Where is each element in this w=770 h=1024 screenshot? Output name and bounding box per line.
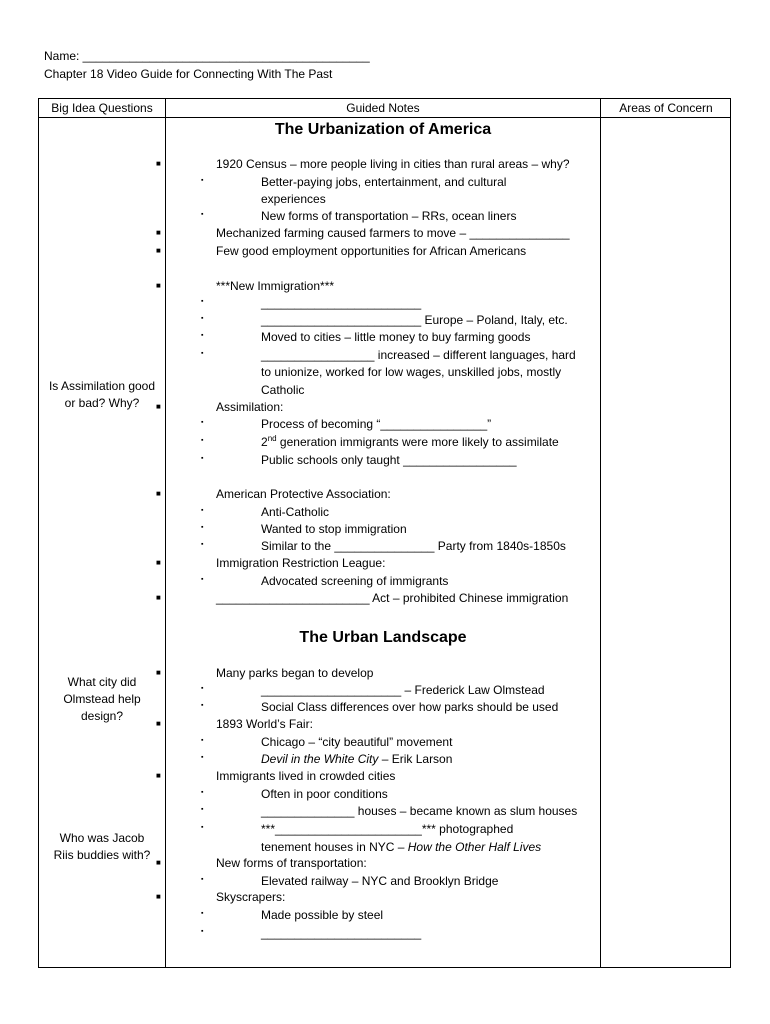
note-increased-cont: to unionize, worked for low wages, unskilled jobs, mostly — [261, 365, 562, 379]
generation-text: generation immigrants were more likely to assimilate — [276, 435, 559, 449]
column-divider — [165, 99, 166, 967]
note-moved: Moved to cities – little money to buy farming goods — [261, 330, 531, 344]
note-skyscrapers: Skyscrapers: — [216, 890, 286, 904]
section-title-urban-landscape: The Urban Landscape — [299, 629, 467, 646]
big-idea-question-jacob-riis: Who was Jacob Riis buddies with? — [53, 831, 151, 862]
sub-bullet-icon: ▪ — [201, 315, 204, 322]
note-new-transport: New forms of transportation: — [216, 856, 367, 870]
note-poor: Often in poor conditions — [261, 787, 388, 801]
header-row-divider — [39, 117, 730, 118]
chapter-title: Chapter 18 Video Guide for Connecting With The Past — [44, 67, 333, 81]
column-header-big-idea: Big Idea Questions — [51, 101, 153, 115]
bullet-icon: ■ — [156, 558, 161, 567]
note-screening: Advocated screening of immigrants — [261, 574, 449, 588]
bullet-icon: ■ — [156, 159, 161, 168]
note-steel: Made possible by steel — [261, 908, 384, 922]
note-increased-cont2: Catholic — [261, 383, 305, 397]
sub-bullet-icon: ▪ — [201, 910, 204, 917]
note-worlds-fair: 1893 World’s Fair: — [216, 717, 313, 731]
bullet-icon: ■ — [156, 593, 161, 602]
note-riis: ***______________________*** photographed — [261, 822, 514, 836]
note-social-class: Social Class differences over how parks should be used — [261, 700, 559, 714]
note-olmstead: _____________________ – Frederick Law Olmstead — [261, 683, 545, 697]
sub-bullet-icon: ▪ — [201, 685, 204, 692]
note-schools: Public schools only taught _________________ — [261, 453, 517, 467]
sub-bullet-icon: ▪ — [201, 177, 204, 184]
note-similar-party: Similar to the _______________ Party from 1840s-1850s — [261, 539, 566, 553]
note-exclusion-act: _______________________ Act – prohibited Chinese immigration — [216, 591, 569, 605]
note-farming: Mechanized farming caused farmers to move – _______________ — [216, 226, 570, 240]
section-title-urbanization: The Urbanization of America — [274, 121, 492, 138]
sub-bullet-icon: ▪ — [201, 789, 204, 796]
name-line: Name: ___________________________________________ — [44, 49, 370, 63]
sub-bullet-icon: ▪ — [201, 541, 204, 548]
bullet-icon: ■ — [156, 892, 161, 901]
note-process: Process of becoming “________________” — [261, 417, 492, 431]
bullet-icon: ■ — [156, 281, 161, 290]
note-census: 1920 Census – more people living in cities than rural areas – why? — [216, 157, 570, 171]
note-elevated: Elevated railway – NYC and Brooklyn Bridge — [261, 874, 499, 888]
book-author: – Erik Larson — [378, 752, 453, 766]
bullet-icon: ■ — [156, 771, 161, 780]
note-blank: ________________________ — [261, 926, 422, 940]
bullet-icon: ■ — [156, 402, 161, 411]
note-devil-in-white-city — [261, 751, 452, 768]
bullet-icon: ■ — [156, 858, 161, 867]
note-transport: New forms of transportation – RRs, ocean liners — [261, 209, 517, 223]
sub-bullet-icon: ▪ — [201, 876, 204, 883]
note-europe: ________________________ Europe – Poland, Italy, etc. — [261, 313, 568, 327]
note-crowded: Immigrants lived in crowded cities — [216, 769, 396, 783]
tenement-text: tenement houses in NYC – — [261, 840, 408, 854]
sub-bullet-icon: ▪ — [201, 702, 204, 709]
ordinal-suffix: nd — [267, 434, 277, 443]
column-header-guided-notes: Guided Notes — [346, 101, 420, 115]
note-jobs-cont: experiences — [261, 192, 326, 206]
sub-bullet-icon: ▪ — [201, 737, 204, 744]
note-stop-immigration: Wanted to stop immigration — [261, 522, 407, 536]
sub-bullet-icon: ▪ — [201, 437, 204, 444]
note-chicago: Chicago – “city beautiful” movement — [261, 735, 453, 749]
note-parks: Many parks began to develop — [216, 666, 374, 680]
column-header-areas-of-concern: Areas of Concern — [619, 101, 713, 115]
sub-bullet-icon: ▪ — [201, 754, 204, 761]
book-title: How the Other Half Lives — [407, 840, 542, 854]
big-idea-question-olmstead: What city did Olmstead help design? — [63, 675, 141, 723]
note-increased: _________________ increased – different languages, hard — [261, 348, 576, 362]
sub-bullet-icon: ▪ — [201, 824, 204, 831]
sub-bullet-icon: ▪ — [201, 576, 204, 583]
note-new-immigration: ***New Immigration*** — [216, 279, 335, 293]
sub-bullet-icon: ▪ — [201, 524, 204, 531]
bullet-icon: ■ — [156, 489, 161, 498]
note-apa: American Protective Association: — [216, 487, 391, 501]
sub-bullet-icon: ▪ — [201, 211, 204, 218]
bullet-icon: ■ — [156, 228, 161, 237]
note-riis-cont — [261, 839, 541, 856]
bullet-icon: ■ — [156, 668, 161, 677]
note-irl: Immigration Restriction League: — [216, 556, 386, 570]
note-anti-catholic: Anti-Catholic — [261, 505, 330, 519]
note-slum: ______________ houses – became known as slum houses — [261, 804, 578, 818]
sub-bullet-icon: ▪ — [201, 507, 204, 514]
sub-bullet-icon: ▪ — [201, 332, 204, 339]
sub-bullet-icon: ▪ — [201, 298, 204, 305]
note-second-generation — [261, 434, 559, 451]
sub-bullet-icon: ▪ — [201, 419, 204, 426]
note-blank: ________________________ — [261, 296, 422, 310]
column-divider — [600, 99, 601, 967]
book-title: Devil in the White City — [261, 752, 379, 766]
bullet-icon: ■ — [156, 246, 161, 255]
bullet-icon: ■ — [156, 719, 161, 728]
sub-bullet-icon: ▪ — [201, 350, 204, 357]
note-jobs: Better-paying jobs, entertainment, and cultural — [261, 175, 507, 189]
generation-number: 2 — [261, 435, 268, 449]
note-assimilation: Assimilation: — [216, 400, 284, 414]
sub-bullet-icon: ▪ — [201, 806, 204, 813]
big-idea-question-assimilation: Is Assimilation good or bad? Why? — [48, 379, 156, 410]
sub-bullet-icon: ▪ — [201, 455, 204, 462]
sub-bullet-icon: ▪ — [201, 928, 204, 935]
note-employment: Few good employment opportunities for African Americans — [216, 244, 527, 258]
